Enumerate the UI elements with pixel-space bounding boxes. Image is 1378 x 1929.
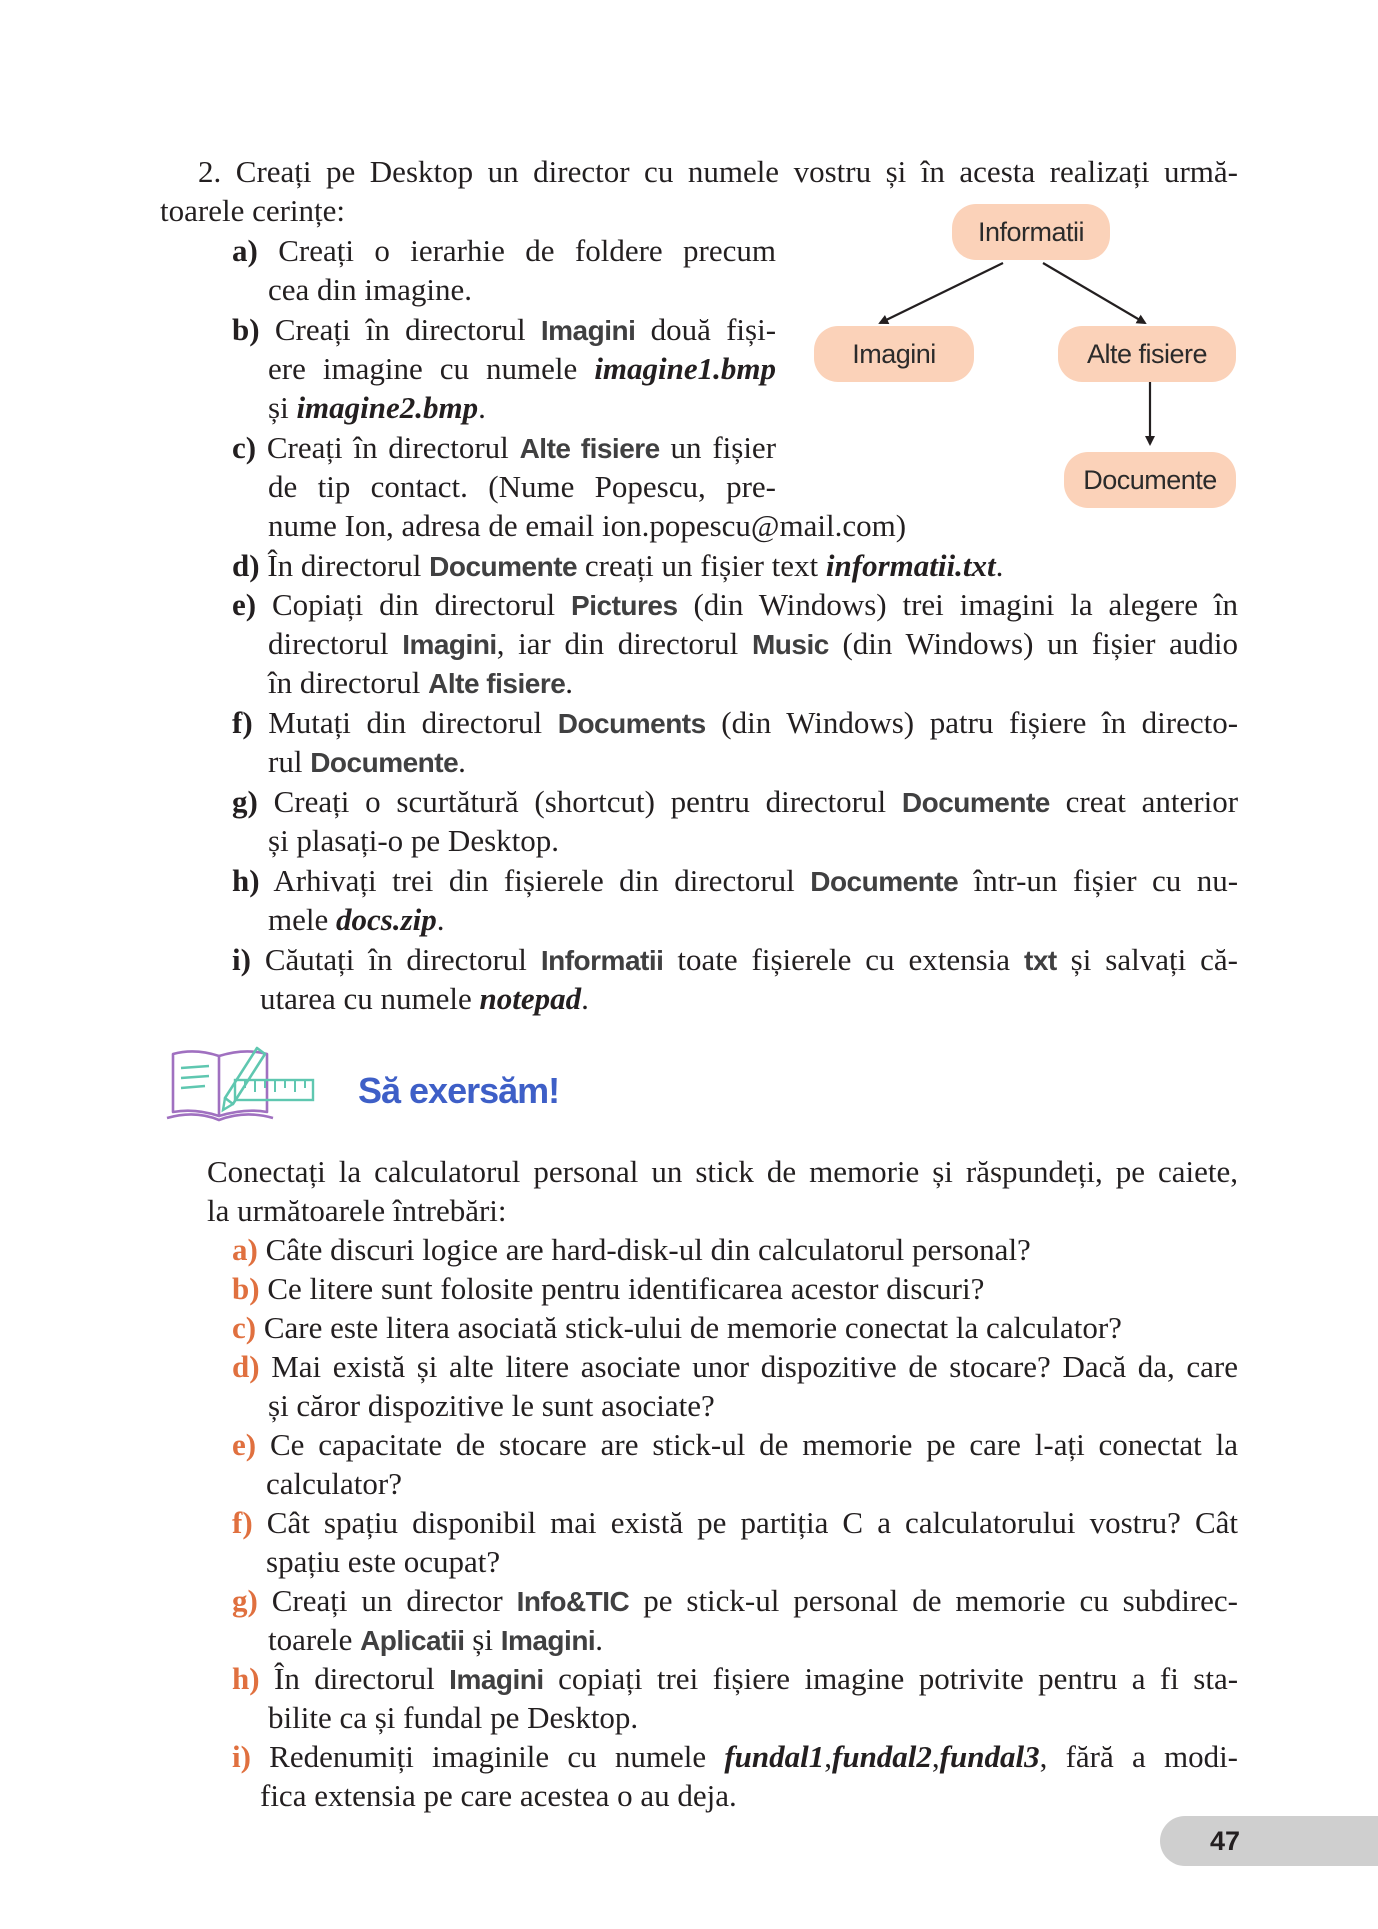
item-text: În directorul	[267, 548, 422, 583]
item-text: un fișier	[670, 430, 777, 465]
folder-keyword: Aplicatii	[360, 1625, 465, 1656]
item-text: Căutați în directorul	[264, 942, 527, 977]
question-text: În directorul	[274, 1661, 435, 1696]
exercise-item-a-line-2: cea din imagine.	[268, 272, 472, 307]
item-text: utarea cu numele	[260, 981, 472, 1016]
exercise-item-g-line-2: și plasați-o pe Desktop.	[268, 823, 560, 858]
punctuation: .	[565, 665, 574, 700]
folder-keyword: Documente	[810, 866, 959, 897]
file-name: fundal3	[939, 1739, 1040, 1774]
item-text: Creați în directorul	[266, 430, 509, 465]
question-d	[232, 1347, 1238, 1386]
question-c	[232, 1308, 1122, 1347]
item-text: Creați o scurtătură (shortcut) pentru directorul	[273, 784, 887, 819]
practice-intro-line-2: la următoarele întrebări:	[207, 1193, 507, 1228]
exercise-item-c-line-2: de tip contact. (Nume Popescu, pre-	[268, 469, 776, 504]
question-text: Creați un director	[271, 1583, 503, 1618]
question-label: b)	[232, 1271, 260, 1306]
folder-keyword: Imagini	[540, 315, 636, 346]
punctuation: .	[595, 1622, 603, 1657]
punctuation: .	[458, 744, 466, 779]
file-name: imagine1.bmp	[594, 351, 777, 386]
item-label: h)	[232, 863, 260, 898]
question-text: Redenumiți imaginile cu numele	[269, 1739, 707, 1774]
question-e-line-2: calculator?	[266, 1466, 402, 1501]
file-name: imagine2.bmp	[296, 390, 479, 425]
item-text: și salvați că-	[1070, 942, 1238, 977]
item-label: i)	[232, 942, 251, 977]
question-h-line-2: bilite ca și fundal pe Desktop.	[268, 1700, 639, 1735]
question-text: Ce capacitate de stocare are stick-ul de memorie pe care l-ați conectat la	[269, 1427, 1238, 1462]
item-text: Arhivați trei din fișierele din directorul	[273, 863, 795, 898]
folder-keyword: Music	[751, 629, 829, 660]
question-text: , fără a modi-	[1039, 1739, 1239, 1774]
item-label: a)	[232, 233, 258, 268]
question-g	[232, 1581, 1238, 1621]
item-text: creat anterior	[1065, 784, 1239, 819]
item-label: c)	[232, 430, 257, 465]
folder-keyword: Documente	[901, 787, 1050, 818]
file-name: informatii.txt	[825, 548, 996, 583]
item-text: , iar din directorul	[496, 626, 739, 661]
item-text: rul	[268, 744, 303, 779]
question-label: c)	[232, 1310, 257, 1345]
item-text: directorul	[268, 626, 389, 661]
arrow-root-to-left	[880, 263, 1003, 323]
question-text: Mai există și alte litere asociate unor dispozitive de stocare? Dacă da, care	[271, 1349, 1238, 1384]
folder-keyword: Pictures	[571, 590, 678, 621]
folder-keyword: Documents	[557, 708, 706, 739]
item-text: în directorul	[268, 665, 421, 700]
question-f-line-2: spațiu este ocupat?	[266, 1544, 501, 1579]
section-title: Să exersăm!	[358, 1070, 560, 1111]
question-label: h)	[232, 1661, 260, 1696]
question-h	[232, 1659, 1238, 1699]
question-g-line-2	[268, 1620, 603, 1660]
folder-keyword: Imagini	[449, 1664, 544, 1695]
item-text: Copiați din directorul	[271, 587, 556, 622]
page-number-tab	[1160, 1816, 1378, 1866]
question-label: a)	[232, 1232, 258, 1267]
item-label: f)	[232, 705, 253, 740]
question-i	[232, 1737, 1238, 1776]
punctuation: .	[995, 548, 1004, 583]
file-name: fundal1	[724, 1739, 825, 1774]
question-e	[232, 1425, 1238, 1464]
folder-keyword: Imagini	[500, 1625, 596, 1656]
question-text: toarele	[268, 1622, 353, 1657]
question-b	[232, 1269, 984, 1308]
diagram-node-informatii: Informatii	[952, 204, 1110, 260]
question-text: Care este litera asociată stick-ului de memorie conectat la calculator?	[263, 1310, 1122, 1345]
item-label: e)	[232, 587, 257, 622]
punctuation: .	[581, 981, 589, 1016]
question-text: Cât spațiu disponibil mai există pe partiția C a calculatorului vostru? Cât	[266, 1505, 1238, 1540]
question-text: Câte discuri logice are hard-disk-ul din calculatorul personal?	[265, 1232, 1031, 1267]
question-label: f)	[232, 1505, 253, 1540]
item-text: două fiși-	[650, 312, 777, 347]
practice-intro-line-1: Conectați la calculatorul personal un stick de memorie și răspundeți, pe caiete,	[207, 1154, 1238, 1189]
item-text: toate fișierele cu extensia	[677, 942, 1011, 977]
page-number: 47	[1209, 1826, 1241, 1856]
file-name: docs.zip	[336, 902, 437, 937]
item-text: creați un fișier text	[584, 548, 819, 583]
question-text: copiați trei fișiere imagine potrivite pentru a fi sta-	[558, 1661, 1239, 1696]
item-label: g)	[232, 784, 258, 819]
folder-keyword: Documente	[429, 551, 578, 582]
item-label: d)	[232, 548, 260, 583]
punctuation: .	[436, 902, 445, 937]
item-text: (din Windows) trei imagini la alegere în	[693, 587, 1239, 622]
item-text: într-un fișier cu nu-	[973, 863, 1239, 898]
exercise-item-c-line-3: nume Ion, adresa de email ion.popescu@mail.com)	[268, 508, 907, 543]
question-label: d)	[232, 1349, 260, 1384]
question-label: g)	[232, 1583, 258, 1618]
question-text: Ce litere sunt folosite pentru identificarea acestor discuri?	[267, 1271, 985, 1306]
punctuation: .	[478, 390, 486, 425]
question-f	[232, 1503, 1238, 1542]
extension-keyword: txt	[1024, 945, 1057, 976]
question-label: i)	[232, 1739, 251, 1774]
item-text: Creați o ierarhie de foldere precum	[278, 233, 777, 268]
punctuation: ,	[931, 1739, 940, 1774]
item-text: Mutați din directorul	[268, 705, 543, 740]
question-i-line-2: fica extensia pe care acestea o au deja.	[260, 1778, 737, 1813]
file-name: fundal2	[832, 1739, 932, 1774]
item-text: mele	[268, 902, 329, 937]
folder-keyword: Imagini	[402, 629, 497, 660]
item-text: (din Windows) patru fișiere în directo-	[721, 705, 1239, 740]
file-name: notepad	[479, 981, 582, 1016]
punctuation: ,	[824, 1739, 832, 1774]
exercise-intro-line-1: 2. Creați pe Desktop un director cu numele vostru și în acesta realizați urmă-	[198, 154, 1238, 189]
question-label: e)	[232, 1427, 257, 1462]
question-a	[232, 1230, 1031, 1269]
folder-keyword: Alte fisiere	[428, 668, 566, 699]
question-text: și	[472, 1622, 493, 1657]
diagram-node-alte-fisiere: Alte fisiere	[1058, 326, 1236, 382]
item-label: b)	[232, 312, 260, 347]
folder-keyword: Documente	[310, 747, 459, 778]
notebook-pencil-ruler-icon	[165, 1040, 317, 1122]
folder-keyword: Info&TIC	[516, 1586, 630, 1617]
diagram-node-documente: Documente	[1064, 452, 1236, 508]
exercise-intro-line-2: toarele cerințe:	[160, 193, 346, 228]
folder-keyword: Alte fisiere	[519, 433, 660, 464]
question-text: pe stick-ul personal de memorie cu subdirec-	[643, 1583, 1239, 1618]
folder-keyword: Informatii	[540, 945, 664, 976]
item-text: ere imagine cu numele	[268, 351, 578, 386]
diagram-node-imagini: Imagini	[814, 326, 974, 382]
item-text: (din Windows) un fișier audio	[842, 626, 1239, 661]
arrow-root-to-right	[1043, 263, 1145, 323]
item-text: și	[268, 390, 289, 425]
question-d-line-2: și căror dispozitive le sunt asociate?	[268, 1388, 715, 1423]
item-text: Creați în directorul	[274, 312, 526, 347]
